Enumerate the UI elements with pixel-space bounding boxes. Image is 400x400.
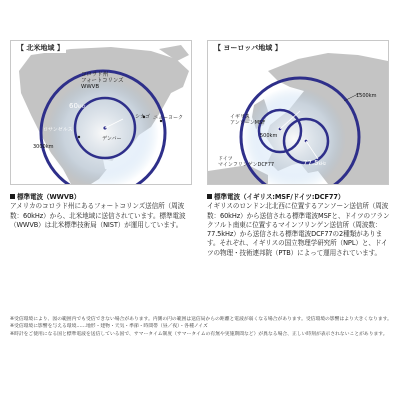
bullet-square-icon [10,194,15,199]
footnotes [10,316,392,338]
heading-msf-dcf77: 標準電波（イギリス:MSF/ドイツ:DCF77） [214,193,345,201]
north-america-map-graphic [11,41,191,184]
europe-map [207,40,389,185]
description-msf-dcf77 [207,193,390,258]
label-fort-collins: コロラド州 フォートコリンズ WWVB [81,72,124,91]
label-3000km: 3000km [33,144,54,150]
bullet-square-icon [207,194,212,199]
label-500km: 500km [260,133,278,139]
label-mainflingen-dcf77: ドイツ マインフリンゲンDCF77 [218,156,275,168]
label-denver: デンバー [102,136,122,142]
footnote-item: ※時計をご使用になる国と標準電波を送信している国で、サマータイム制度（サマータイムの有無や実施期間など）が異なる場合、正しい時刻が表示されないことがあります。 [10,331,388,337]
region-title-north-america: 【 北米地域 】 [17,44,64,52]
footnote-item: ※受信環境により、図の範囲内でも受信できない場合があります。内側の円の範囲は送信局からの距離と電波が弱くなる場合があります。受信環境の影響はより大きくなります。 [10,317,392,322]
label-60khz-eu: 60kHz [241,82,258,90]
body-wwvb: アメリカのコロラド州にあるフォートコリンズ送信所（周波数：60kHz）から、北米地域に送信されています。標準電波（WWVB）は北米標準技術局（NIST）が運用しています。 [10,202,186,229]
heading-wwvb: 標準電波（WWVB） [17,193,81,201]
description-wwvb [10,193,193,230]
label-chicago: シカゴ [135,114,151,120]
label-775khz: 77.5kHz [303,159,327,167]
label-los-angeles: ロサンゼルス [43,127,73,133]
footnote-item: ※受信環境に影響を与える環境……地形・建物・天気・季節・時間帯（昼／夜）・各種ノイズ [10,324,208,330]
label-60khz-na: 60kHz [69,102,86,110]
label-1500km: 1500km [356,93,377,99]
north-america-map [10,40,192,185]
label-new-york: ニューヨーク [153,115,184,121]
label-anthorn-msf: イギリス アンソーンMSF [230,114,266,126]
body-msf-dcf77: イギリスのロンドン北北西に位置するアンソーン送信所（周波数：60kHz）から送信される標準電波MSFと、ドイツのフランクフルト南東に位置するマインフリンゲン送信所（周波数：77.5kHz）から送信される標準電波DCF77の2種類があります。それぞれ、イギリスの国立物理学研究所（NPL）と、ドイツの物理・技術連邦院（PTB）によって運用されています。 [207,202,390,257]
region-title-europe: 【 ヨーロッパ地域 】 [214,44,282,52]
